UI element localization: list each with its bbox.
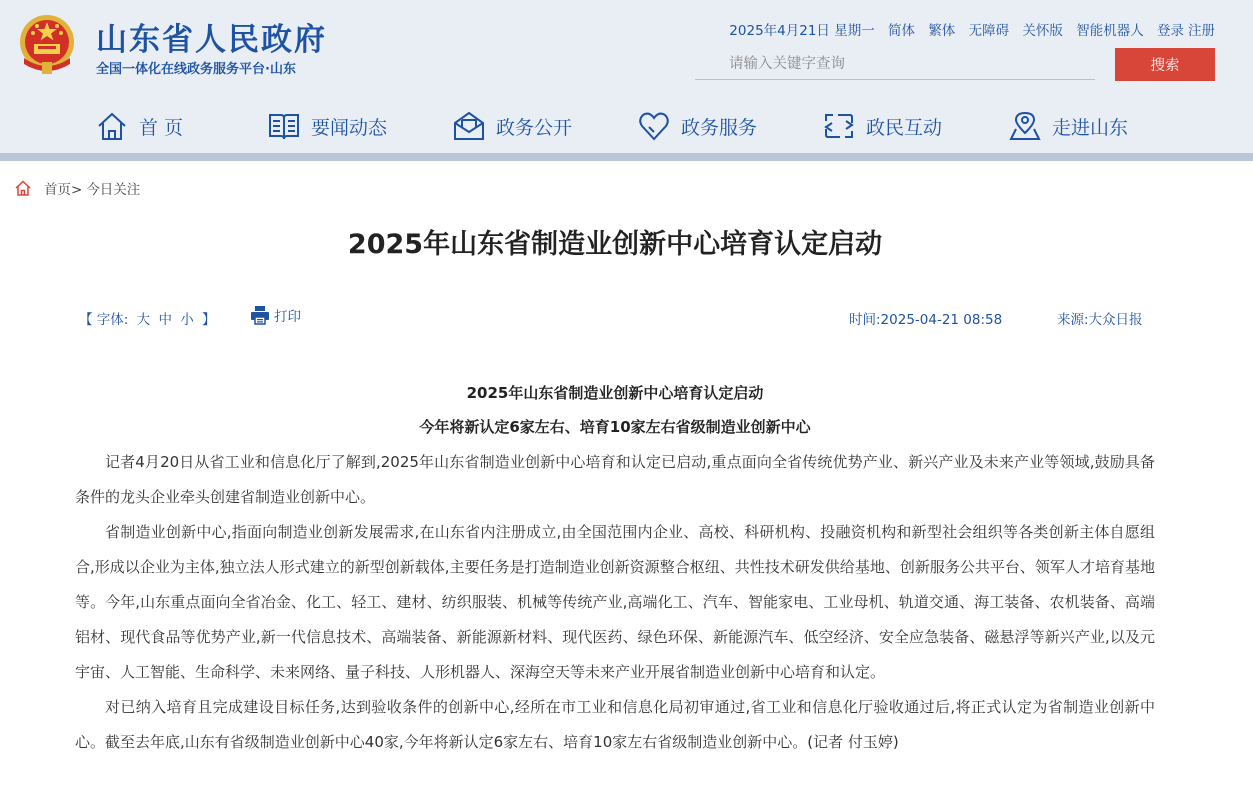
nav-label: 要闻动态 <box>311 116 388 139</box>
header-divider <box>0 153 1253 161</box>
publish-time: 时间:2025-04-21 08:58 <box>849 312 1003 328</box>
search-button[interactable]: 搜索 <box>1115 48 1215 81</box>
font-close: 】 <box>202 312 216 328</box>
article-source: 来源:大众日报 <box>1057 312 1143 328</box>
font-medium-button[interactable]: 中 <box>158 312 172 328</box>
simplified-link[interactable]: 简体 <box>888 23 916 39</box>
article-paragraph: 记者4月20日从省工业和信息化厅了解到,2025年山东省制造业创新中心培育和认定已启动,重点面向全省传统优势产业、新兴产业及未来产业等领域,鼓励具备条件的龙头企业牵头创建省制造业创新中心。 <box>75 453 1155 506</box>
nav-label: 政民互动 <box>866 116 943 139</box>
date-text: 2025年4月21日 星期一 <box>729 23 875 39</box>
login-link[interactable]: 登录 <box>1157 23 1184 39</box>
font-small-button[interactable]: 小 <box>180 312 194 328</box>
article-title: 2025年山东省制造业创新中心培育认定启动 <box>347 229 883 260</box>
search-input[interactable] <box>695 48 1095 80</box>
nav-item-interaction[interactable] <box>822 106 942 146</box>
care-mode-link[interactable]: 关怀版 <box>1022 23 1063 39</box>
font-label: 【 字体: <box>79 312 129 328</box>
map-pin-icon <box>1008 109 1042 143</box>
top-links <box>720 19 1215 39</box>
article-paragraph: 对已纳入培育且完成建设目标任务,达到验收条件的创新中心,经所在市工业和信息化局初审通过,省工业和信息化厅验收通过后,将正式认定为省制造业创新中心。截至去年底,山东有省级制造业创新中心40家,今年将新认定6家左右、培育10家左右省级制造业创新中心。(记者 付玉婷) <box>75 698 1155 751</box>
article-subtitle-main: 2025年山东省制造业创新中心培育认定启动 <box>466 384 764 402</box>
article-body <box>75 445 1155 760</box>
exchange-icon <box>822 109 856 143</box>
breadcrumb-home[interactable]: 首页> <box>44 182 83 198</box>
smart-robot-link[interactable]: 智能机器人 <box>1076 23 1144 39</box>
site-subtitle[interactable]: 全国一体化在线政务服务平台·山东 <box>96 62 296 77</box>
main-nav <box>0 100 1253 152</box>
nav-item-gov-affairs[interactable] <box>452 106 572 146</box>
home-icon <box>95 109 129 143</box>
home-icon[interactable] <box>14 179 32 197</box>
register-link[interactable]: 注册 <box>1188 23 1215 39</box>
mail-icon <box>452 109 486 143</box>
nav-item-home[interactable] <box>95 106 183 146</box>
nav-item-news[interactable] <box>267 106 387 146</box>
breadcrumb <box>14 178 140 198</box>
nav-label: 首 页 <box>139 116 184 139</box>
accessibility-link[interactable]: 无障碍 <box>968 23 1010 39</box>
print-label: 打印 <box>274 309 301 325</box>
article-paragraph: 省制造业创新中心,指面向制造业创新发展需求,在山东省内注册成立,由全国范围内企业、高校、科研机构、投融资机构和新型社会组织等各类创新主体自愿组合,形成以企业为主体,独立法人形式建立的新型创新载体,主要任务是打造制造业创新资源整合枢纽、共性技术研发供给基地、创新服务公共平台、领军人才培育基地等。今年,山东重点面向全省冶金、化工、轻工、建材、纺织服装、机械等传统产业,高端化工、汽车、智能家电、工业母机、轨道交通、海工装备、农机装备、高端铝材、现代食品等优势产业,新一代信息技术、高端装备、新能源新材料、现代医药、绿色环保、新能源汽车、低空经济、安全应急装备、磁悬浮等新兴产业,以及元宇宙、人工智能、生命科学、未来网络、量子科技、人形机器人、深海空天等未来产业开展省制造业创新中心培育和认定。 <box>75 523 1155 681</box>
nav-label: 政务公开 <box>496 116 573 139</box>
site-title[interactable]: 山东省人民政府 <box>96 22 327 58</box>
nav-item-about-shandong[interactable] <box>1008 106 1128 146</box>
print-button[interactable] <box>250 305 301 325</box>
font-size-switcher <box>77 308 218 328</box>
font-large-button[interactable]: 大 <box>136 312 151 328</box>
book-icon <box>267 109 301 143</box>
nav-label: 走进山东 <box>1052 116 1129 139</box>
traditional-link[interactable]: 繁体 <box>928 23 956 39</box>
national-emblem-icon[interactable] <box>16 12 78 78</box>
printer-icon <box>250 305 270 325</box>
breadcrumb-current[interactable]: 今日关注 <box>86 182 141 198</box>
heart-icon <box>637 109 671 143</box>
nav-label: 政务服务 <box>681 116 758 139</box>
article-subtitle-secondary: 今年将新认定6家左右、培育10家左右省级制造业创新中心 <box>419 418 811 436</box>
nav-item-services[interactable] <box>637 106 757 146</box>
